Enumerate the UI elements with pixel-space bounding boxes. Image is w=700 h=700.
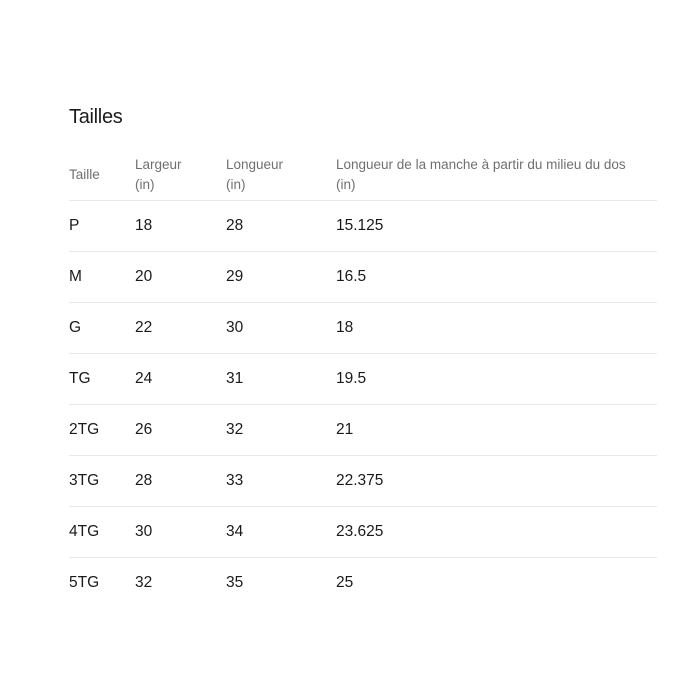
size-guide — [69, 104, 657, 608]
table-row — [69, 405, 657, 456]
cell-size: 3TG — [69, 456, 135, 507]
table-row — [69, 507, 657, 558]
table-row — [69, 354, 657, 405]
cell-sleeve: 25 — [336, 574, 354, 591]
column-header-length — [226, 150, 336, 201]
cell-size: 2TG — [69, 405, 135, 456]
cell-sleeve: 19.5 — [336, 354, 657, 405]
cell-width: 18 — [135, 201, 226, 252]
cell-width: 30 — [135, 507, 226, 558]
cell-size: M — [69, 252, 135, 303]
cell-width: 20 — [135, 252, 226, 303]
cell-width: 26 — [135, 405, 226, 456]
cell-sleeve: 22.375 — [336, 456, 657, 507]
size-table — [69, 150, 657, 608]
cell-length: 33 — [226, 456, 336, 507]
column-header-width — [135, 150, 226, 201]
column-header-size — [69, 150, 135, 201]
cell-width: 22 — [135, 303, 226, 354]
column-header-sleeve — [336, 150, 657, 201]
cell-sleeve: 18 — [336, 303, 657, 354]
cell-length: 29 — [226, 252, 336, 303]
column-header-unit: (in) — [336, 177, 356, 192]
table-row — [69, 303, 657, 354]
cell-sleeve: 16.5 — [336, 252, 657, 303]
cell-size: G — [69, 303, 135, 354]
column-header-unit: (in) — [135, 177, 155, 192]
cell-size: 4TG — [69, 507, 135, 558]
cell-sleeve: 23.625 — [336, 507, 657, 558]
cell-width: 24 — [135, 354, 226, 405]
column-header-label: Largeur — [135, 157, 182, 172]
cell-width: 32 — [135, 574, 153, 591]
table-row — [69, 252, 657, 303]
cell-size: P — [69, 201, 135, 252]
column-header-label: Taille — [69, 167, 100, 182]
table-row — [69, 558, 657, 609]
cell-length: 31 — [226, 354, 336, 405]
cell-length: 34 — [226, 507, 336, 558]
cell-width: 28 — [135, 456, 226, 507]
cell-length: 28 — [226, 201, 336, 252]
column-header-label: Longueur de la manche à partir du milieu du dos — [336, 157, 626, 172]
table-row — [69, 201, 657, 252]
cell-size: TG — [69, 354, 135, 405]
column-header-label: Longueur — [226, 157, 284, 172]
cell-size: 5TG — [69, 574, 100, 591]
cell-length: 30 — [226, 303, 336, 354]
cell-length: 32 — [226, 405, 336, 456]
column-header-unit: (in) — [226, 177, 246, 192]
size-guide-title: Tailles — [69, 106, 123, 128]
cell-sleeve: 15.125 — [336, 201, 657, 252]
cell-sleeve: 21 — [336, 405, 657, 456]
cell-length: 35 — [226, 574, 244, 591]
table-header-row — [69, 150, 657, 201]
table-row — [69, 456, 657, 507]
